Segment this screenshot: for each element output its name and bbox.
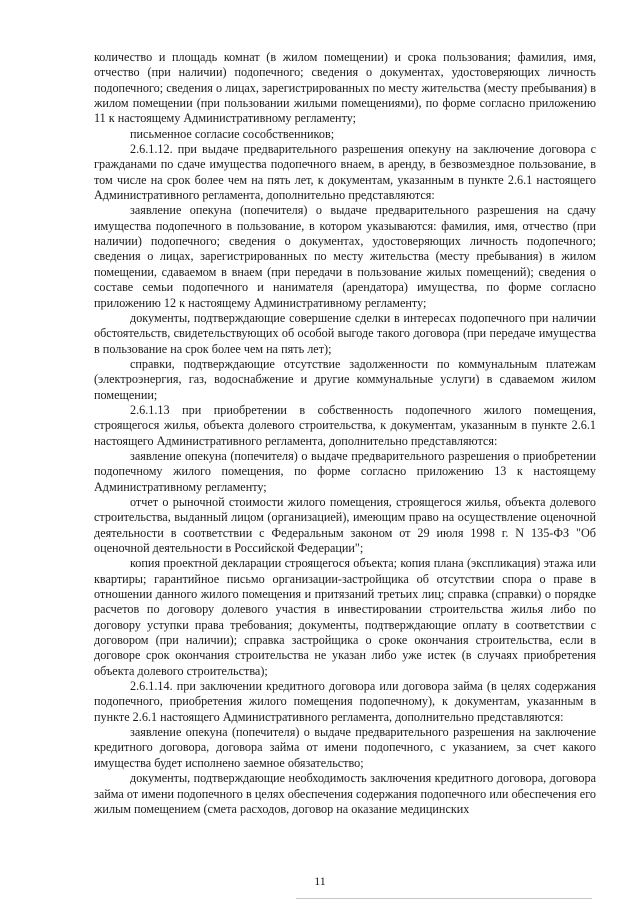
paragraph-purchase-application: заявление опекуна (попечителя) о выдаче предварительного разрешения о приобретении подопечному жилого помещения, по форме согласно приложению 13 к настоящему Административному регламенту; [94,448,596,494]
page-number: 11 [314,874,326,888]
paragraph-co-owners-consent: письменное согласие сособственников; [130,126,335,141]
paragraph-2-6-1-13: 2.6.1.13 при приобретении в собственность подопечного жилого помещения, строящегося жилья, объекта долевого строительства, к документам, указанным в пункте 2.6.1 настоящего Административного регламента, дополнительно представляются: [94,402,596,448]
body-text [94,50,596,817]
paragraph-utility-certificates: справки, подтверждающие отсутствие задолженности по коммунальным платежам (электроэнергия, газ, водоснабжение и другие коммунальные услуги) в сдаваемом жилом помещении; [94,356,596,402]
paragraph-2-6-1-12: 2.6.1.12. при выдаче предварительного разрешения опекуну на заключение договора с гражданами по сдаче имущества подопечного внаем, в аренду, в безвозмездное пользование, в том числе на срок более чем на пять лет, к документам, указанным в пункте 2.6.1 настоящего Административного регламента, дополнительно представляются: [94,142,596,203]
footer-divider [296,898,592,899]
paragraph-room-info: количество и площадь комнат (в жилом помещении) и срока пользования; фамилия, имя, отчество (при наличии) подопечного; сведения о документах, удостоверяющих личность подопечного; сведения о лицах, зарегистрированных по месту жительства (месту пребывания) в жилом помещении (при пользовании жилыми помещениями), по форме согласно приложению 11 к настоящему Административному регламенту; [94,50,596,126]
paragraph-valuation-report: отчет о рыночной стоимости жилого помещения, строящегося жилья, объекта долевого строительства, выданный лицом (организацией), имеющим право на осуществление оценочной деятельности в соответствии с Федеральным законом от 29 июля 1998 г. N 135-ФЗ "Об оценочной деятельности в Российской Федерации"; [94,494,596,555]
paragraph-loan-application: заявление опекуна (попечителя) о выдаче предварительного разрешения на заключение кредитного договора, договора займа от имени подопечного, с указанием, за счет какого имущества будет исполнено заемное обязательство; [94,725,596,770]
paragraph-project-declaration: копия проектной декларации строящегося объекта; копия плана (экспликация) этажа или квартиры; гарантийное письмо организации-застройщика об отсутствии спора о праве в отношении данного жилого помещения и притязаний третьих лиц; справка (справки) о порядке расчетов по договору долевого участия в инвестировании строительства жилья либо по договору уступки права требования; документы, подтверждающие оплату в соответствии с договором (при наличии); справка застройщика о сроке окончания строительства, если в договоре срок окончания строительства не указан либо уже истек (в случаях приобретения объекта долевого строительства); [94,556,596,678]
paragraph-lease-application: заявление опекуна (попечителя) о выдаче предварительного разрешения на сдачу имущества подопечного в пользование, в котором указываются: фамилия, имя, отчество (при наличии) подопечного; сведения о документах, удостоверяющих личность подопечного; сведения о лицах, зарегистрированных по месту жительства (месту пребывания) в жилом помещении, сдаваемом в внаем (при передачи в пользование жилых помещений); сведения о составе семьи подопечного и нанимателя (арендатора) имущества, по форме согласно приложению 12 к настоящему Административному регламенту; [94,203,596,310]
paragraph-loan-necessity: документы, подтверждающие необходимость заключения кредитного договора, договора займа от имени подопечного в целях обеспечения содержания подопечного или обеспечения его жилым помещением (смета расходов, договор на оказание медицинских [94,771,596,816]
paragraph-benefit-documents: документы, подтверждающие совершение сделки в интересах подопечного при наличии обстоятельств, свидетельствующих об особой выгоде такого договора (при передаче имущества в пользование на срок более чем на пять лет); [94,310,596,356]
paragraph-2-6-1-14: 2.6.1.14. при заключении кредитного договора или договора займа (в целях содержания подопечного, приобретения жилого помещения подопечному), к документам, указанным в пункте 2.6.1 настоящего Административного регламента, дополнительно представляются: [94,679,596,724]
